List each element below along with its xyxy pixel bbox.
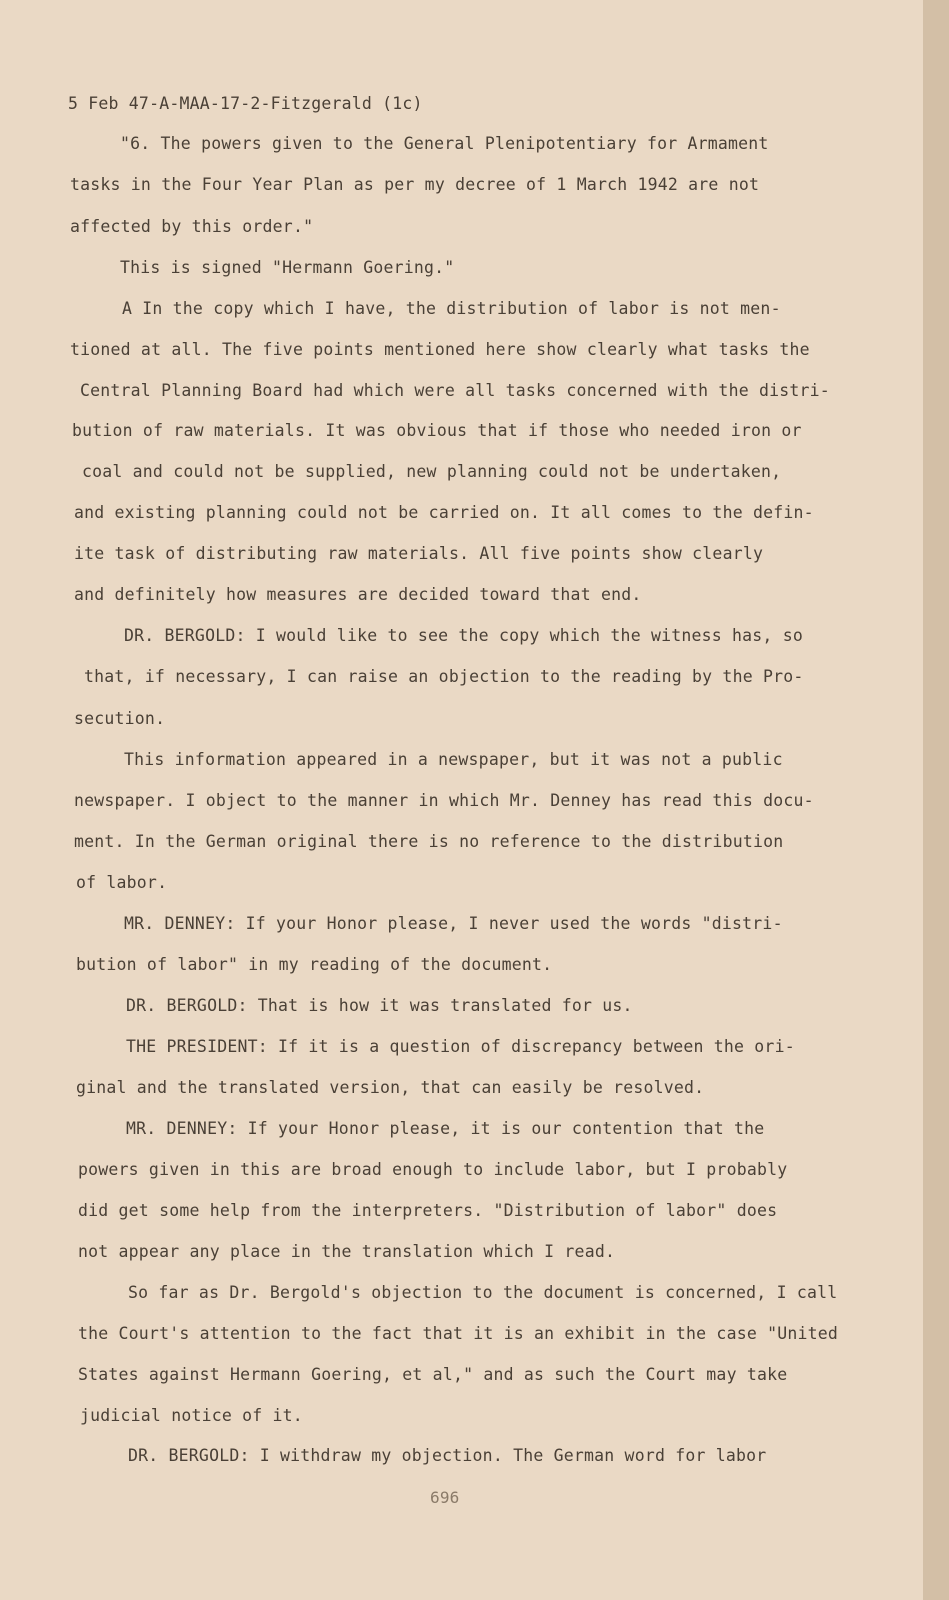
text-line: A In the copy which I have, the distribution of labor is not men- bbox=[122, 299, 781, 318]
page-edge bbox=[923, 0, 949, 1600]
document-header: 5 Feb 47-A-MAA-17-2-Fitzgerald (1c) bbox=[68, 94, 423, 113]
text-line: tasks in the Four Year Plan as per my decree of 1 March 1942 are not bbox=[70, 175, 760, 194]
text-line: THE PRESIDENT: If it is a question of discrepancy between the ori- bbox=[126, 1037, 795, 1056]
text-line: MR. DENNEY: If your Honor please, I never used the words "distri- bbox=[124, 914, 783, 933]
text-line: bution of raw materials. It was obvious that if those who needed iron or bbox=[72, 421, 802, 440]
text-line: This is signed "Hermann Goering." bbox=[120, 258, 455, 277]
text-line: not appear any place in the translation which I read. bbox=[78, 1242, 616, 1261]
text-line: judicial notice of it. bbox=[80, 1406, 303, 1425]
text-line: secution. bbox=[74, 709, 166, 728]
text-line: newspaper. I object to the manner in which Mr. Denney has read this docu- bbox=[74, 791, 814, 810]
text-line: DR. BERGOLD: That is how it was translated for us. bbox=[126, 996, 633, 1015]
text-line: MR. DENNEY: If your Honor please, it is our contention that the bbox=[126, 1119, 765, 1138]
text-line: and definitely how measures are decided toward that end. bbox=[74, 585, 642, 604]
text-line: ite task of distributing raw materials. All five points show clearly bbox=[74, 544, 764, 563]
text-line: did get some help from the interpreters. "Distribution of labor" does bbox=[78, 1201, 778, 1220]
text-line: ment. In the German original there is no reference to the distribution bbox=[74, 832, 784, 851]
text-line: coal and could not be supplied, new planning could not be undertaken, bbox=[82, 462, 782, 481]
text-line: bution of labor" in my reading of the document. bbox=[76, 955, 553, 974]
text-line: of labor. bbox=[76, 873, 168, 892]
text-line: DR. BERGOLD: I would like to see the copy which the witness has, so bbox=[124, 626, 803, 645]
text-line: tioned at all. The five points mentioned here show clearly what tasks the bbox=[70, 340, 810, 359]
text-line: that, if necessary, I can raise an objection to the reading by the Pro- bbox=[84, 667, 804, 686]
text-line: the Court's attention to the fact that it is an exhibit in the case "United bbox=[78, 1324, 839, 1343]
page-number: 696 bbox=[430, 1488, 460, 1507]
text-line: affected by this order." bbox=[70, 217, 314, 236]
text-line: powers given in this are broad enough to include labor, but I probably bbox=[78, 1160, 788, 1179]
text-line: States against Hermann Goering, et al," and as such the Court may take bbox=[78, 1365, 788, 1384]
text-line: So far as Dr. Bergold's objection to the document is concerned, I call bbox=[128, 1283, 838, 1302]
text-line: "6. The powers given to the General Plenipotentiary for Armament bbox=[120, 134, 769, 153]
text-line: This information appeared in a newspaper, but it was not a public bbox=[124, 750, 783, 769]
text-line: and existing planning could not be carried on. It all comes to the defin- bbox=[74, 503, 814, 522]
text-line: Central Planning Board had which were all tasks concerned with the distri- bbox=[80, 381, 830, 400]
text-line: DR. BERGOLD: I withdraw my objection. The German word for labor bbox=[128, 1446, 767, 1465]
text-line: ginal and the translated version, that can easily be resolved. bbox=[76, 1078, 705, 1097]
